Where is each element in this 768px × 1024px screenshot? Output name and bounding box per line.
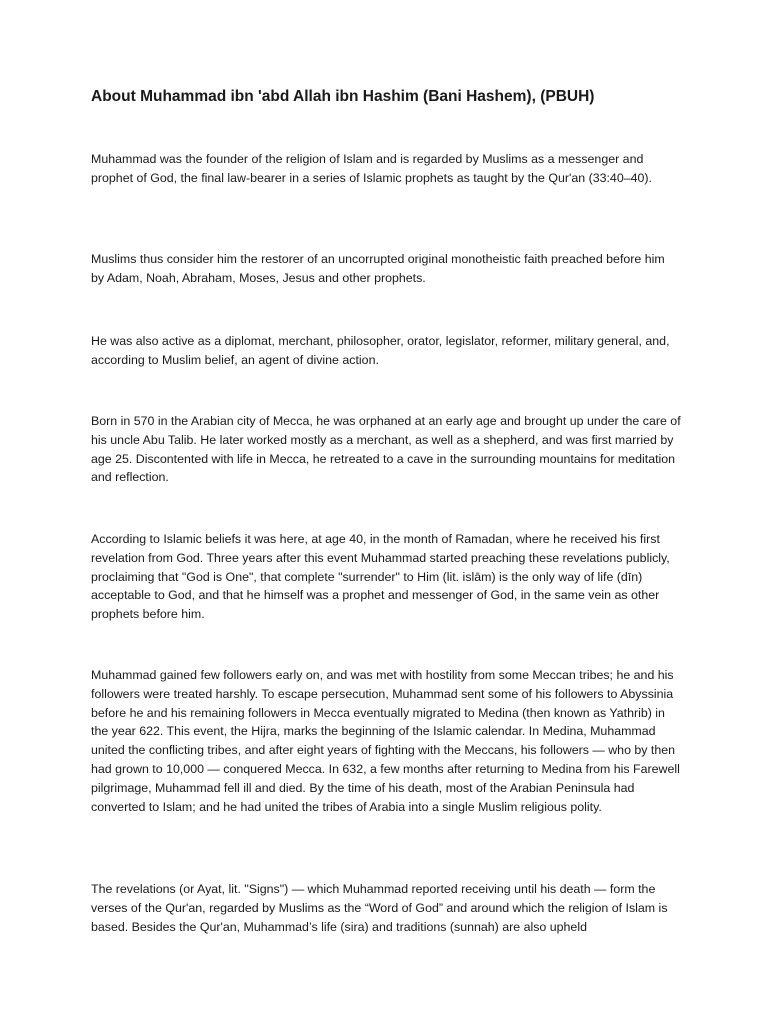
paragraph-hijra-and-mecca: Muhammad gained few followers early on, and was met with hostility from some Meccan tribes; he and his followers were treated harshly. To escape persecution, Muhammad sent some of his followers to Abyssinia before he and his remaining followers in Mecca eventually migrated to Medina (then known as Yathrib) in the year 622. This event, the Hijra, marks the beginning of the Islamic calendar. In Medina, Muhammad united the conflicting tribes, and after eight years of fighting with the Meccans, his followers — who by then had grown to 10,000 — conquered Mecca. In 632, a few months after returning to Medina from his Farewell pilgrimage, Muhammad fell ill and died. By the time of his death, most of the Arabian Peninsula had converted to Islam; and he had united the tribes of Arabia into a single Muslim religious polity. xyxy=(91,668,680,814)
paragraph-first-revelation: According to Islamic beliefs it was here, at age 40, in the month of Ramadan, where he received his first revelation from God. Three years after this event Muhammad started preaching these revelations publicly, proclaiming that "God is One", that complete "surrender" to Him (lit. islām) is the only way of life (dīn) acceptable to God, and that he himself was a prophet and messenger of God, in the same vein as other prophets before him. xyxy=(91,532,670,622)
document-title: About Muhammad ibn 'abd Allah ibn Hashim (Bani Hashem), (PBUH) xyxy=(91,88,595,105)
paragraph-roles: He was also active as a diplomat, merchant, philosopher, orator, legislator, reformer, military general, and, according to Muslim belief, an agent of divine action. xyxy=(91,334,670,367)
paragraph-founder: Muhammad was the founder of the religion of Islam and is regarded by Muslims as a messenger and prophet of God, the final law-bearer in a series of Islamic prophets as taught by the Qur'an (33:40–40). xyxy=(91,152,652,185)
paragraph-revelations-quran: The revelations (or Ayat, lit. "Signs") — which Muhammad reported receiving until his death — form the verses of the Qur'an, regarded by Muslims as the “Word of God” and around which the religion of Islam is based. Besides the Qur'an, Muhammad’s life (sira) and traditions (sunnah) are also upheld xyxy=(91,882,668,934)
paragraph-restorer: Muslims thus consider him the restorer of an uncorrupted original monotheistic faith preached before him by Adam, Noah, Abraham, Moses, Jesus and other prophets. xyxy=(91,252,665,285)
paragraph-early-life: Born in 570 in the Arabian city of Mecca, he was orphaned at an early age and brought up under the care of his uncle Abu Talib. He later worked mostly as a merchant, as well as a shepherd, and was first married by age 25. Discontented with life in Mecca, he retreated to a cave in the surrounding mountains for meditation and reflection. xyxy=(91,414,681,485)
